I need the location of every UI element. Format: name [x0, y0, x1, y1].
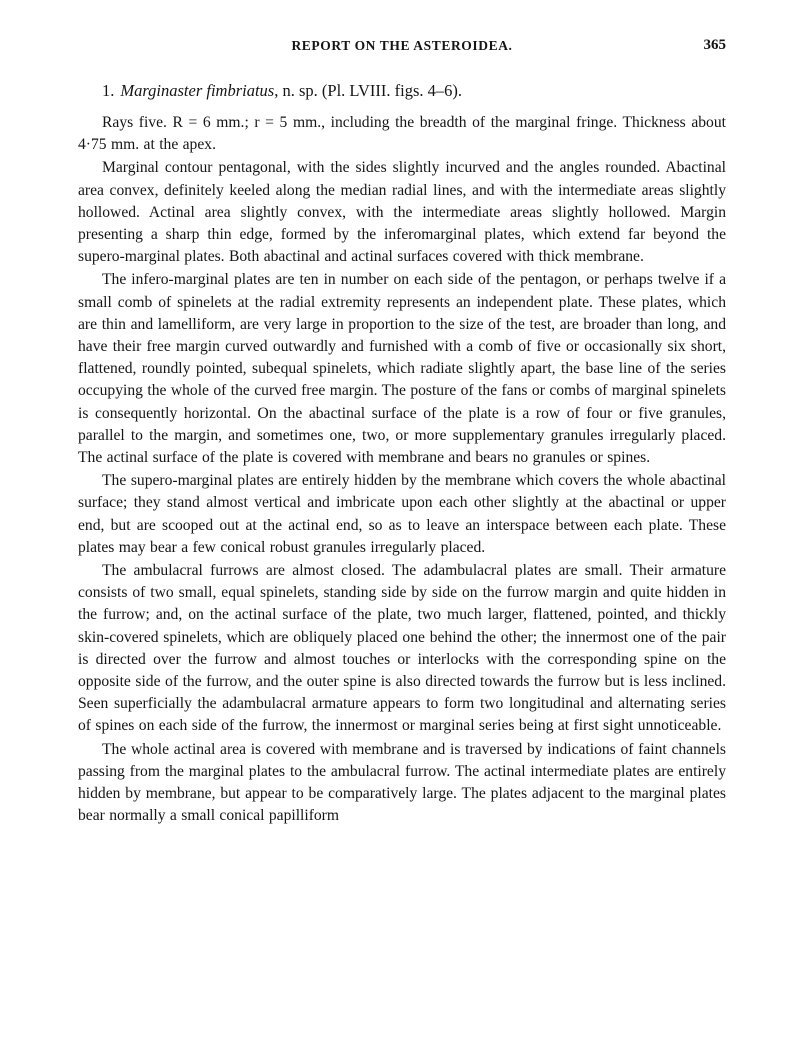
paragraph-infero-marginal: The infero-marginal plates are ten in number on each side of the pentagon, or perhaps twelve if a small comb of spinelets at the radial extremity represents an independent plate. These plates, which are thin and lamelliform, are very large in proportion to the size of the test, are broader than long, and have their free margin curved outwardly and furnished with a comb of five or occasionally six short, flattened, roundly pointed, subequal spinelets, which radiate slightly apart, the base line of the series occupying the whole of the curved free margin. The posture of the fans or combs of marginal spinelets is consequently horizontal. On the abactinal surface of the plate is a row of four or five granules, parallel to the margin, and sometimes one, two, or more supplementary granules irregularly placed. The actinal surface of the plate is covered with membrane and bears no granules or spines. — [78, 271, 726, 467]
paragraph-contour: Marginal contour pentagonal, with the sides slightly incurved and the angles rounded. Abactinal area convex, definitely keeled along the median radial lines, and with the intermediate areas slightly hollowed. Actinal area slightly convex, with the intermediate areas slightly hollowed. Margin presenting a sharp thin edge, formed by the inferomarginal plates, which extend far beyond the supero-marginal plates. Both abactinal and actinal surfaces covered with thick membrane. — [78, 159, 726, 266]
paragraph-ambulacral: The ambulacral furrows are almost closed. The adambulacral plates are small. Their armature consists of two small, equal spinelets, standing side by side on the furrow margin and quite hidden in the furrow; and, on the actinal surface of the plate, two much larger, flattened, pointed, and thickly skin-covered spinelets, which are obliquely placed one behind the other; the innermost one of the pair is directed over the furrow and almost touches or interlocks with the corresponding spine on the opposite side of the furrow, and the outer spine is also directed towards the furrow but is less inclined. Seen superficially the adambulacral armature appears to form two longitudinal and alternating series of spines on each side of the furrow, the innermost or marginal series being at first sight unnoticeable. — [78, 562, 726, 735]
running-title: REPORT ON THE ASTEROIDEA. — [291, 38, 513, 53]
species-number: 1. — [102, 81, 115, 100]
page-number: 365 — [703, 37, 726, 53]
document-page — [78, 38, 726, 828]
species-name: Marginaster fimbriatus — [120, 81, 275, 100]
species-heading — [102, 80, 726, 102]
paragraph-actinal-area: The whole actinal area is covered with membrane and is traversed by indications of faint channels passing from the marginal plates to the ambulacral furrow. The actinal intermediate plates are entirely hidden by membrane, but appear to be comparatively large. The plates adjacent to the marginal plates bear normally a small conical papilliform — [78, 740, 726, 825]
running-head — [78, 38, 726, 62]
species-description-ref: , n. sp. (Pl. LVIII. figs. 4–6). — [274, 81, 462, 100]
paragraph-measurements: Rays five. R = 6 mm.; r = 5 mm., including the breadth of the marginal fringe. Thickness about 4·75 mm. at the apex. — [78, 114, 726, 154]
paragraph-supero-marginal: The supero-marginal plates are entirely hidden by the membrane which covers the whole abactinal surface; they stand almost vertical and imbricate upon each other slightly at the abactinal or upper end, but are scooped out at the actinal end, so as to leave an interspace between each plate. These plates may bear a few conical robust granules irregularly placed. — [78, 472, 726, 556]
